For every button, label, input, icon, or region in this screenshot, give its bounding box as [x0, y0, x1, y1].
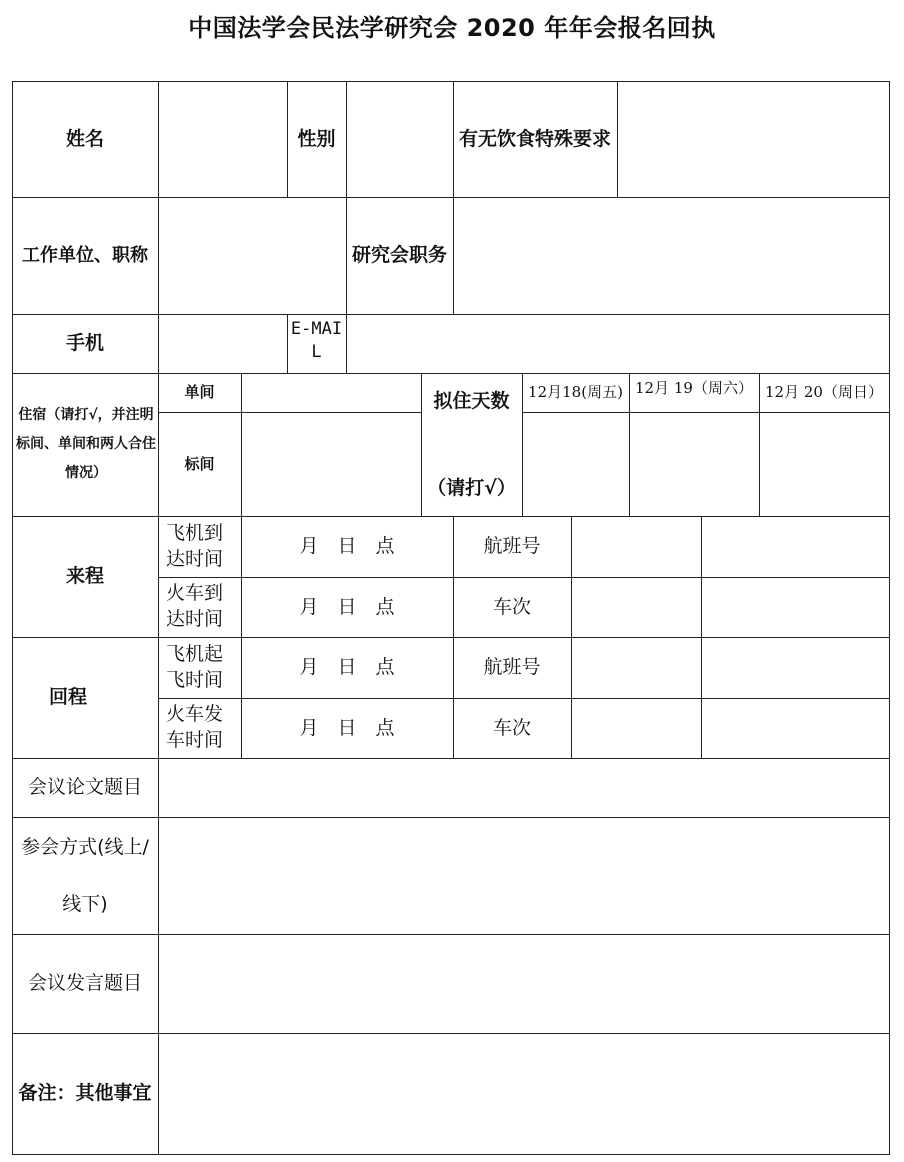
return-train-mode: 火车发车时间 [166, 703, 224, 751]
gender-field[interactable] [347, 82, 453, 197]
position-field[interactable] [454, 198, 889, 314]
return-flight-time[interactable]: 月 日 点 [299, 656, 395, 679]
standard-room-label: 标间 [184, 454, 215, 473]
email-label: E-MAIL [290, 319, 343, 362]
return-train-extra-field[interactable] [702, 699, 889, 758]
single-room-field[interactable] [242, 374, 421, 412]
attendance-label: 参会方式(线上/线下) [21, 836, 149, 915]
arrival-flight-mode: 飞机到达时间 [166, 521, 224, 570]
mobile-field[interactable] [159, 315, 287, 373]
lodging-label: 住宿（请打√，并注明标间、单间和两人合住情况） [16, 407, 156, 481]
name-label: 姓名 [65, 127, 104, 150]
arrival-train-mode: 火车到达时间 [166, 582, 224, 630]
standard-room-field[interactable] [242, 413, 421, 516]
return-train-number-field[interactable] [572, 699, 701, 758]
remarks-label: 备注：其他事宜 [18, 1082, 152, 1105]
border-line [12, 1154, 890, 1155]
diet-label: 有无饮食特殊要求 [458, 127, 611, 150]
arrival-flight-number-field[interactable] [572, 517, 701, 577]
form-title: 中国法学会民法学研究会 2020 年年会报名回执 [188, 14, 716, 42]
date-dec18-label: 12月18(周五) [528, 383, 623, 402]
arrival-flight-extra-field[interactable] [702, 517, 889, 577]
remarks-field[interactable] [159, 1034, 889, 1154]
stay-days-note: （请打√） [427, 476, 516, 499]
speech-title-label: 会议发言题目 [27, 972, 142, 995]
single-room-label: 单间 [184, 383, 215, 402]
date-dec18-checkbox[interactable] [523, 413, 629, 516]
mobile-label: 手机 [65, 332, 104, 355]
paper-title-field[interactable] [159, 759, 889, 817]
stay-days-label: 拟住天数 [433, 390, 510, 412]
attendance-field[interactable] [159, 818, 889, 934]
return-train-time[interactable]: 月 日 点 [299, 716, 395, 739]
arrival-flight-number-label: 航班号 [483, 535, 541, 558]
return-flight-mode: 飞机起飞时间 [166, 642, 224, 691]
name-field[interactable] [159, 82, 287, 197]
arrival-train-extra-field[interactable] [702, 578, 889, 637]
border-line [889, 81, 890, 1155]
date-dec20-checkbox[interactable] [760, 413, 889, 516]
arrival-train-number-label: 车次 [492, 595, 531, 618]
return-train-number-label: 车次 [492, 716, 531, 739]
email-field[interactable] [347, 315, 889, 373]
arrival-flight-time[interactable]: 月 日 点 [299, 535, 395, 558]
position-label: 研究会职务 [352, 243, 448, 266]
stay-days-header [421, 373, 522, 516]
unit-title-field[interactable] [159, 198, 346, 314]
diet-field[interactable] [618, 82, 889, 197]
return-label: 回程 [48, 686, 87, 709]
arrival-train-time[interactable]: 月 日 点 [299, 595, 395, 618]
date-dec19-label: 12月 19（周六） [635, 378, 753, 397]
paper-title-label: 会议论文题目 [27, 776, 142, 799]
date-dec19-checkbox[interactable] [630, 413, 759, 516]
return-flight-extra-field[interactable] [702, 638, 889, 698]
arrival-label: 来程 [65, 565, 104, 588]
unit-title-label: 工作单位、职称 [22, 245, 148, 266]
speech-title-field[interactable] [159, 935, 889, 1033]
arrival-train-number-field[interactable] [572, 578, 701, 637]
return-flight-number-label: 航班号 [483, 656, 541, 679]
date-dec20-label: 12月 20（周日） [765, 383, 883, 402]
return-flight-number-field[interactable] [572, 638, 701, 698]
gender-label: 性别 [297, 127, 336, 150]
